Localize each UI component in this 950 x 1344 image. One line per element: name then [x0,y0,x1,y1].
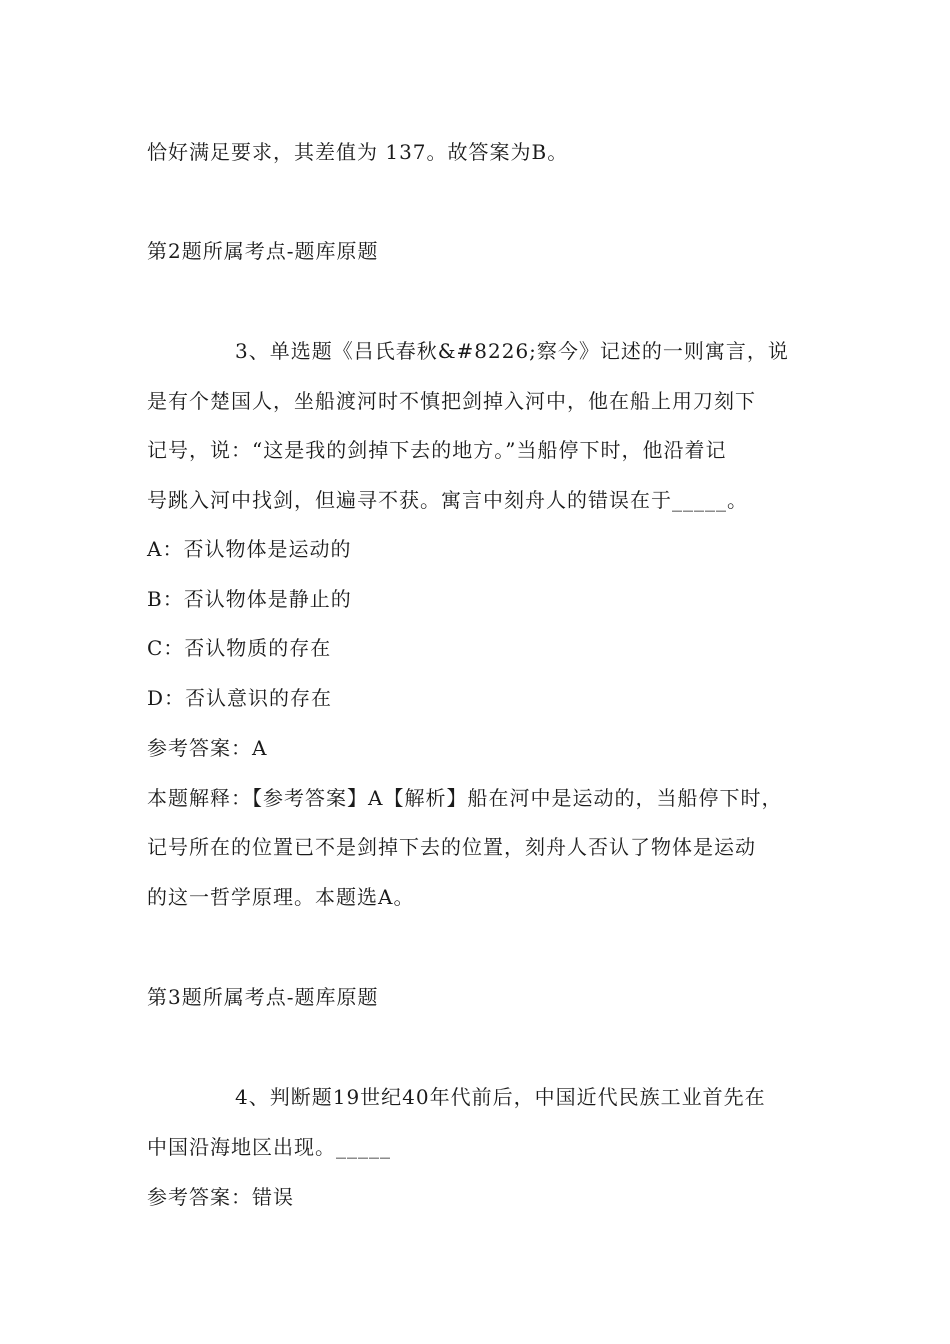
q3-explanation-line-3: 的这一哲学原理。本题选A。 [147,885,415,909]
q3-stem-line-2: 是有个楚国人，坐船渡河时不慎把剑掉入河中，他在船上用刀刻下 [147,389,756,413]
q3-option-b: B：否认物体是静止的 [147,587,352,611]
q4-answer: 参考答案：错误 [147,1185,294,1209]
q3-option-a: A：否认物体是运动的 [147,537,352,561]
q3-explanation-line-1: 本题解释：【参考答案】A【解析】船在河中是运动的，当船停下时， [147,786,783,810]
q3-option-d: D：否认意识的存在 [147,686,333,710]
q2-explanation-tail: 恰好满足要求，其差值为 137。故答案为B。 [147,140,569,164]
q3-knowledge-point: 第3题所属考点-题库原题 [147,985,379,1009]
q3-answer: 参考答案：A [147,736,268,760]
q3-stem-line-4: 号跳入河中找剑，但遍寻不获。寓言中刻舟人的错误在于_____。 [147,488,748,512]
q4-stem-line-2: 中国沿海地区出现。_____ [147,1135,391,1159]
q3-explanation-line-2: 记号所在的位置已不是剑掉下去的位置，刻舟人否认了物体是运动 [147,835,756,859]
q3-stem-line-3: 记号，说：“这是我的剑掉下去的地方。”当船停下时，他沿着记 [147,438,727,462]
q3-option-c: C：否认物质的存在 [147,636,332,660]
q3-stem-line-1: 3、单选题《吕氏春秋&#8226;察今》记述的一则寓言，说 [235,339,789,363]
q2-knowledge-point: 第2题所属考点-题库原题 [147,239,379,263]
q4-stem-line-1: 4、判断题19世纪40年代前后，中国近代民族工业首先在 [235,1085,766,1109]
